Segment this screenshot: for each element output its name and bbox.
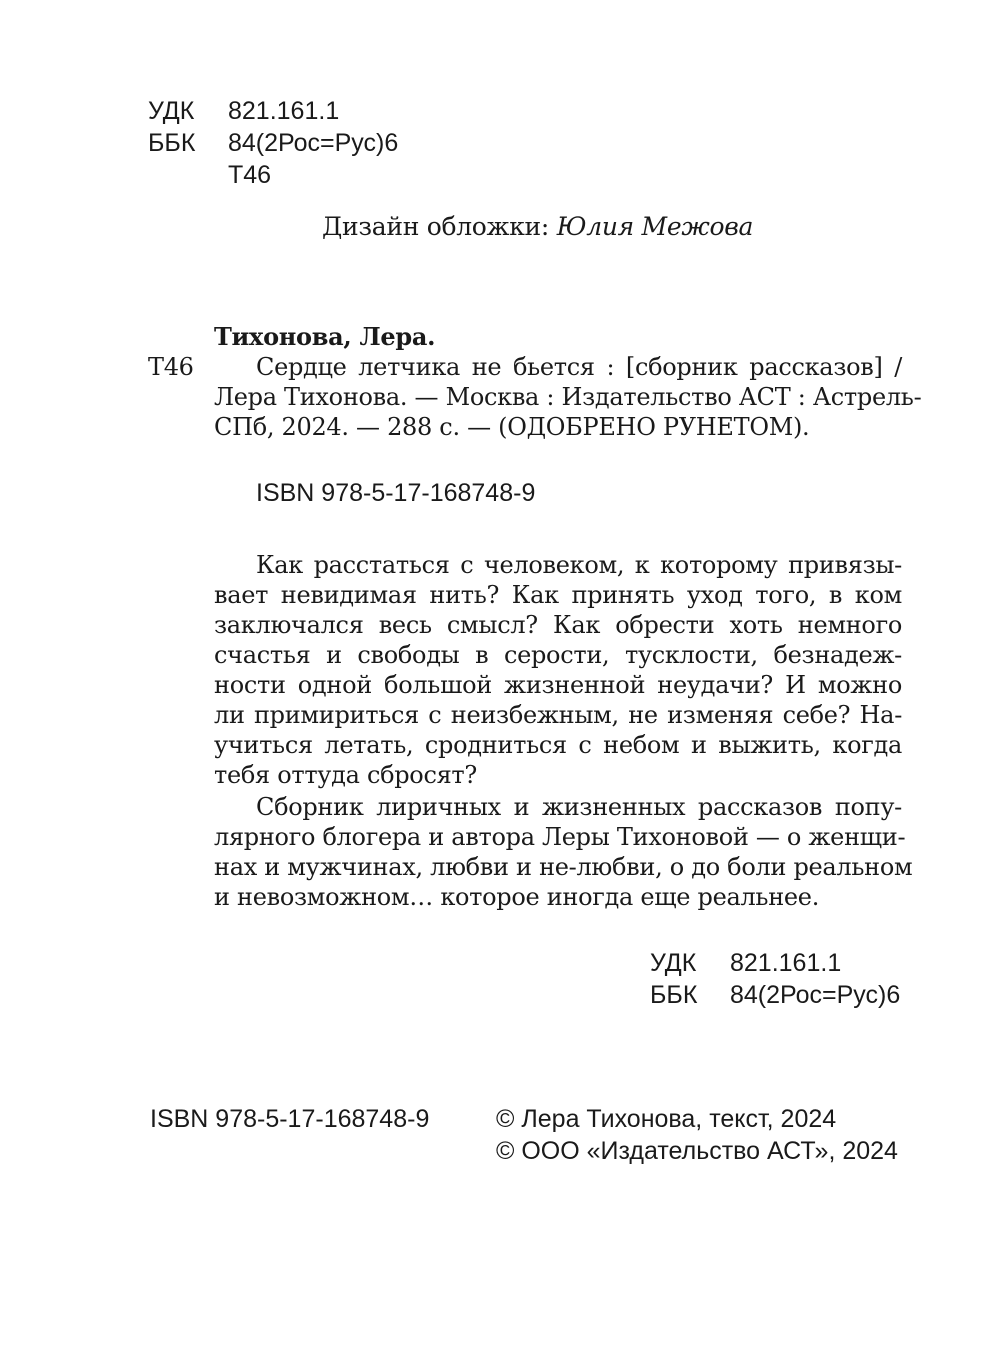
top-udk-value: 821.161.1: [228, 97, 340, 125]
annotation-p2-line-4: и невозможном… которое иногда еще реальнее.: [214, 883, 820, 911]
annotation-p1-line-2: вает невидимая нить? Как принять уход того, в ком: [214, 581, 902, 609]
annotation-p2-line-2: лярного блогера и автора Леры Тихоновой — о женщи-: [214, 823, 906, 851]
bibliographic-line-3: СПб, 2024. — 288 с. — (ОДОБРЕНО РУНЕТОМ).: [214, 413, 810, 441]
bibliographic-mark: Т46: [148, 353, 194, 381]
footer-copyright-publisher: © ООО «Издательство АСТ», 2024: [496, 1137, 898, 1165]
annotation-p2-line-3: нах и мужчинах, любви и не-любви, о до боли реальном: [214, 853, 913, 881]
footer-copyright-author: © Лера Тихонова, текст, 2024: [496, 1105, 837, 1133]
footer-isbn: ISBN 978-5-17-168748-9: [150, 1105, 430, 1133]
annotation-p1-line-4: счастья и свободы в серости, тусклости, безнадеж-: [214, 641, 902, 669]
annotation-p1-line-3: заключался весь смысл? Как обрести хоть немного: [214, 611, 902, 639]
top-bbk-label: ББК: [148, 129, 196, 157]
annotation-p1-line-7: учиться летать, сродниться с небом и выжить, когда: [214, 731, 902, 759]
cover-design-label: Дизайн обложки:: [322, 212, 550, 241]
bottom-bbk-label: ББК: [650, 981, 698, 1009]
bottom-udk-value: 821.161.1: [730, 949, 842, 977]
bottom-bbk-value: 84(2Рос=Рус)6: [730, 981, 901, 1009]
cover-design-name: Юлия Межова: [556, 212, 754, 241]
bottom-udk-label: УДК: [650, 949, 697, 977]
annotation-p1-line-8: тебя оттуда сбросят?: [214, 761, 477, 789]
bibliographic-line-1: Сердце летчика не бьется : [сборник рассказов] /: [256, 353, 902, 381]
top-udk-label: УДК: [148, 97, 195, 125]
book-author: Тихонова, Лера.: [214, 322, 436, 351]
annotation-p1-line-1: Как расстаться с человеком, к которому привязы-: [256, 551, 902, 579]
top-author-mark: Т46: [228, 161, 272, 189]
annotation-p1-line-6: ли примириться с неизбежным, не изменяя себе? На-: [214, 701, 902, 729]
cover-design-credit: [322, 212, 753, 242]
bibliographic-isbn: ISBN 978-5-17-168748-9: [256, 479, 536, 507]
bibliographic-line-2: Лера Тихонова. — Москва : Издательство АСТ : Астрель-: [214, 383, 922, 411]
annotation-p1-line-5: ности одной большой жизненной неудачи? И можно: [214, 671, 902, 699]
annotation-p2-line-1: Сборник лиричных и жизненных рассказов попу-: [256, 793, 902, 821]
top-bbk-value: 84(2Рос=Рус)6: [228, 129, 399, 157]
